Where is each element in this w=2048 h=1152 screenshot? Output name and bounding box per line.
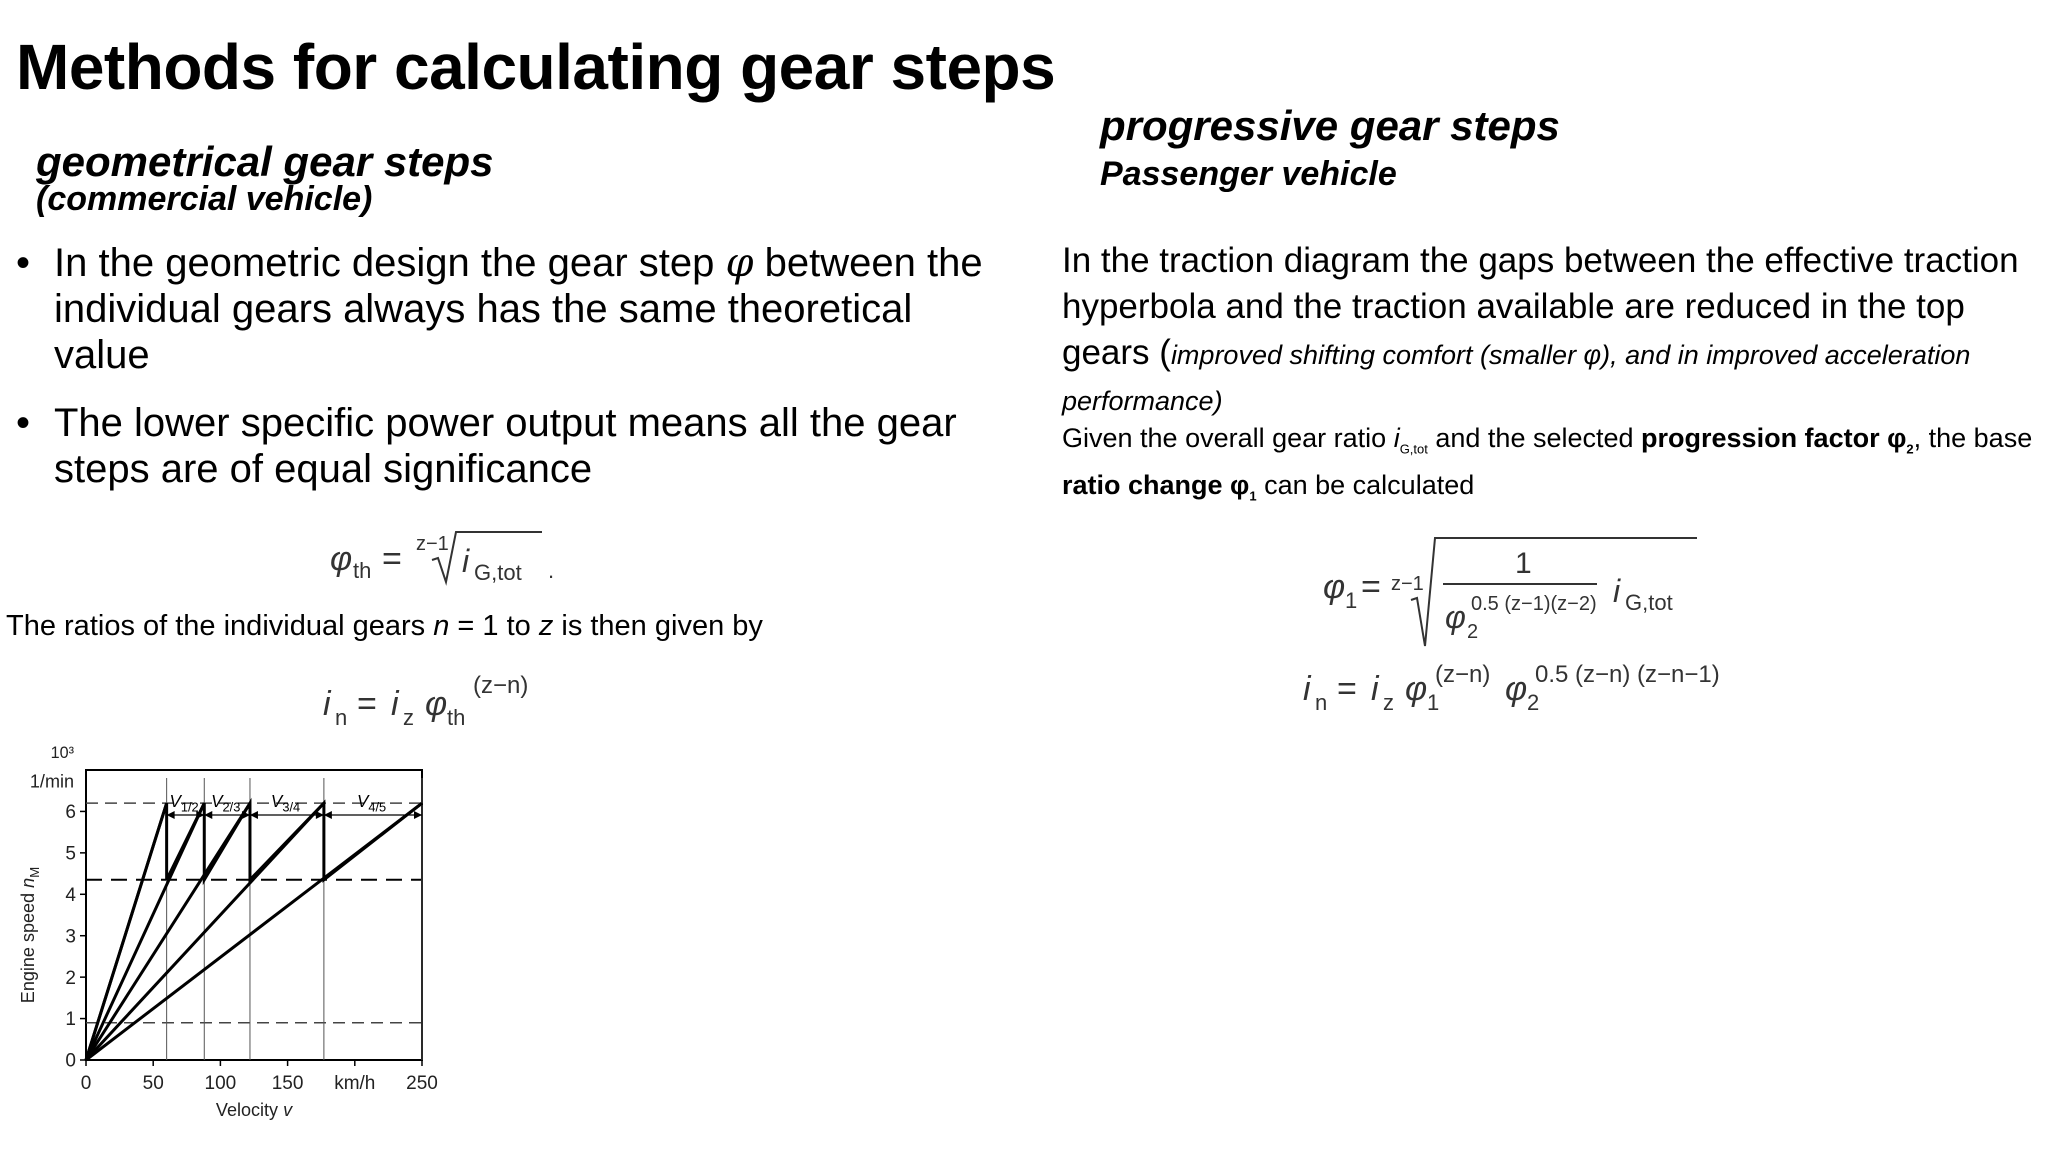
chart-engine-speed-progressive bbox=[1030, 725, 1500, 1140]
svg-text:φ: φ bbox=[1505, 670, 1528, 708]
svg-text:n: n bbox=[1315, 690, 1328, 715]
svg-text:th: th bbox=[353, 558, 372, 583]
svg-text:G,tot: G,tot bbox=[474, 560, 522, 585]
svg-text:0.5 (z−1)(z−2): 0.5 (z−1)(z−2) bbox=[1471, 593, 1597, 615]
svg-text:z−1: z−1 bbox=[1391, 573, 1424, 595]
svg-text:φ: φ bbox=[1323, 568, 1346, 606]
x-tick-label: 50 bbox=[142, 1073, 164, 1094]
left-subheading: (commercial vehicle) bbox=[36, 180, 373, 218]
svg-text:i: i bbox=[391, 685, 399, 723]
step-speed-label: $V_{1/2}$ bbox=[169, 792, 199, 815]
chart-engine-speed-geometric bbox=[0, 745, 460, 1130]
arrowhead bbox=[414, 811, 422, 819]
svg-text:φ: φ bbox=[1405, 670, 1428, 708]
right-heading: progressive gear steps bbox=[1100, 102, 1560, 149]
svg-text:φ: φ bbox=[1445, 599, 1466, 635]
svg-text:=: = bbox=[1361, 568, 1381, 606]
bullet-text: The lower specific power output means all the gear steps are of equal significance bbox=[54, 401, 957, 491]
svg-text:z−1: z−1 bbox=[416, 533, 449, 555]
left-heading: geometrical gear steps bbox=[36, 138, 494, 185]
svg-text:=: = bbox=[382, 540, 402, 578]
svg-text:z: z bbox=[1383, 690, 1394, 715]
svg-text:2: 2 bbox=[1467, 621, 1479, 643]
formula-phi1 bbox=[1315, 528, 1715, 653]
phi-symbol: φ bbox=[725, 240, 754, 286]
chart-traction-progressive bbox=[1545, 740, 2020, 1125]
svg-text:(z−n): (z−n) bbox=[1435, 661, 1491, 688]
svg-text:φ: φ bbox=[330, 540, 353, 578]
y-axis-label: Engine speed $n_M$ bbox=[18, 866, 42, 1004]
step-speed-label: $V_{2/3}$ bbox=[211, 792, 241, 815]
formula-in-geometric bbox=[315, 665, 555, 735]
bullet-marker: • bbox=[16, 401, 31, 445]
y-tick-label: 0 bbox=[65, 1050, 76, 1072]
svg-text:0.5 (z−n) (z−n−1): 0.5 (z−n) (z−n−1) bbox=[1535, 661, 1720, 688]
x-tick-label: 150 bbox=[271, 1073, 304, 1094]
svg-text:1: 1 bbox=[1427, 690, 1440, 715]
y-tick-label: 4 bbox=[65, 884, 76, 906]
svg-text:(z−n): (z−n) bbox=[473, 672, 529, 699]
x-tick-label: km/h bbox=[334, 1073, 376, 1094]
svg-text:i: i bbox=[1613, 573, 1621, 609]
right-paragraph-1: In the traction diagram the gaps between the effective traction hyperbola and the traction available are reduced in the top gears (improved shifting comfort (smaller φ), and in improved acceleration performance) bbox=[1062, 241, 2019, 416]
y-exponent: 10³ bbox=[50, 745, 74, 762]
svg-text:1: 1 bbox=[1345, 588, 1358, 613]
chart-traction-geometric bbox=[490, 730, 930, 1135]
svg-text:i: i bbox=[323, 685, 331, 723]
bullet-text-cont: between the individual gears always has the same theoretical value bbox=[54, 241, 983, 377]
svg-text:=: = bbox=[1337, 670, 1357, 708]
x-tick-label: 100 bbox=[204, 1073, 237, 1094]
bullet-text: In the geometric design the gear step bbox=[54, 241, 726, 285]
y-tick-label: 1 bbox=[65, 1009, 76, 1031]
y-unit: 1/min bbox=[29, 771, 74, 792]
svg-text:.: . bbox=[548, 558, 555, 583]
y-tick-label: 5 bbox=[65, 843, 76, 865]
y-tick-label: 3 bbox=[65, 926, 76, 948]
slide-title: Methods for calculating gear steps bbox=[16, 31, 1056, 103]
y-tick-label: 6 bbox=[65, 802, 76, 824]
step-speed-label: $V_{4/5}$ bbox=[356, 792, 387, 815]
bullet-item bbox=[12, 400, 1002, 492]
formula-in-progressive bbox=[1295, 650, 1735, 720]
svg-text:=: = bbox=[357, 685, 377, 723]
x-tick-label: 0 bbox=[80, 1073, 92, 1094]
svg-text:i: i bbox=[462, 543, 470, 579]
y-tick-label: 2 bbox=[65, 967, 76, 989]
bullet-item bbox=[12, 240, 1002, 378]
right-subheading: Passenger vehicle bbox=[1100, 155, 1397, 193]
ratios-sentence: The ratios of the individual gears n = 1 to z is then given by bbox=[6, 610, 763, 642]
x-axis-label: Velocity v bbox=[215, 1100, 293, 1120]
svg-text:φ: φ bbox=[425, 685, 448, 723]
right-paragraph-2: Given the overall gear ratio $i_{G,tot}$ and the selected progression factor $\varphi_2$, the base ratio change $\varphi_1$ can be calculated bbox=[1062, 423, 2033, 504]
svg-text:th: th bbox=[447, 705, 466, 730]
svg-text:2: 2 bbox=[1527, 690, 1540, 715]
svg-text:1: 1 bbox=[1515, 547, 1532, 580]
svg-text:n: n bbox=[335, 705, 348, 730]
formula-phi-th bbox=[320, 520, 580, 590]
bullet-list bbox=[12, 240, 1002, 514]
svg-text:z: z bbox=[403, 705, 414, 730]
svg-text:G,tot: G,tot bbox=[1625, 590, 1673, 615]
x-tick-label: 250 bbox=[406, 1073, 438, 1094]
svg-text:i: i bbox=[1371, 670, 1379, 708]
bullet-marker: • bbox=[16, 241, 31, 285]
step-speed-label: $V_{3/4}$ bbox=[270, 792, 301, 815]
svg-text:i: i bbox=[1303, 670, 1311, 708]
